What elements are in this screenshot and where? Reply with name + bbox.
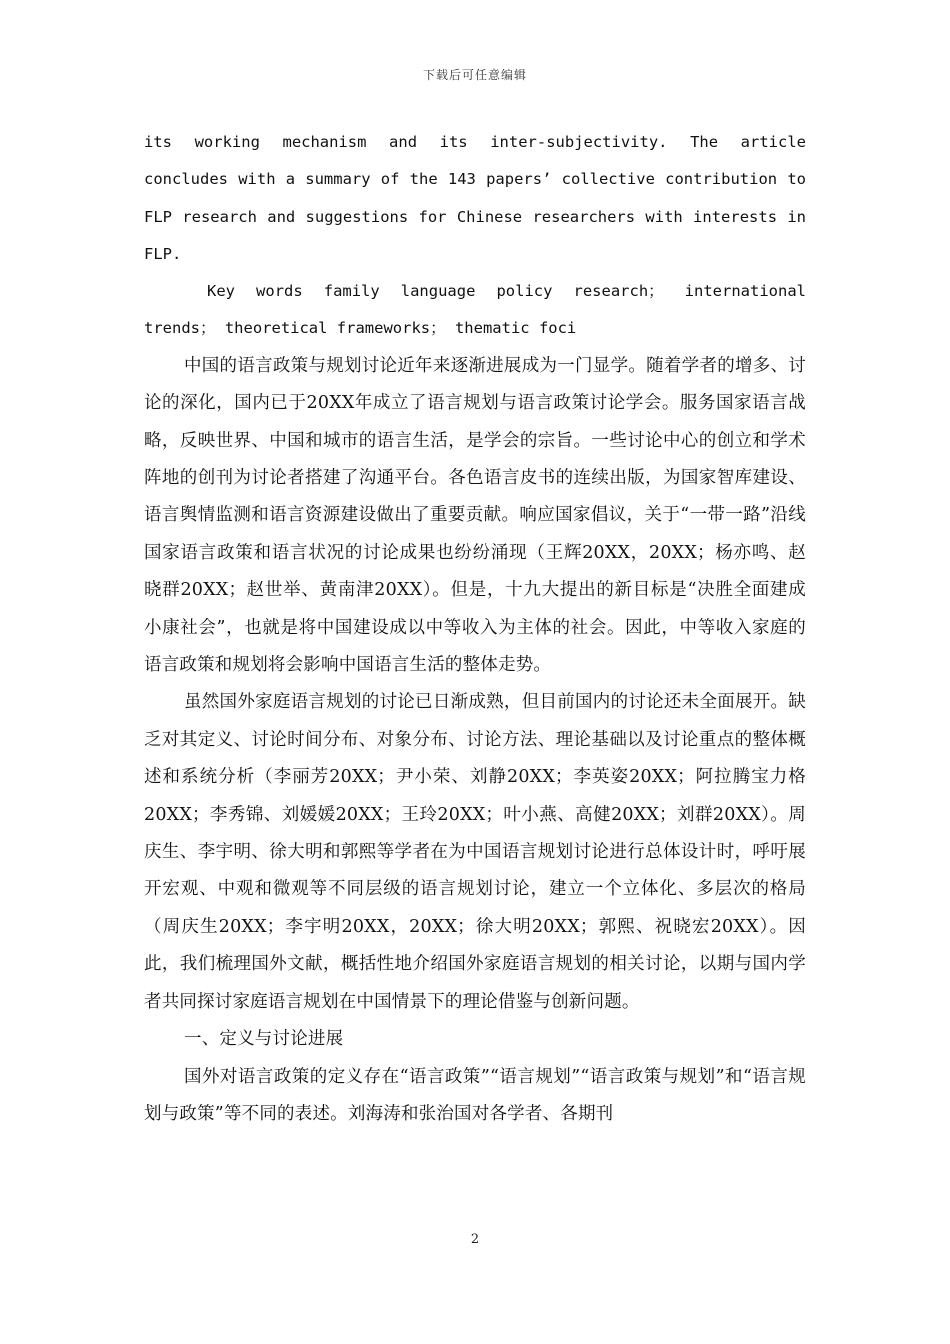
section-heading: 一、定义与讨论进展	[184, 1029, 344, 1050]
keywords-line: Key words family language policy research； international trends； theoretical frameworks； thematic foci	[144, 282, 806, 338]
body-paragraph-2: 虽然国外家庭语言规划的讨论已日渐成熟，但目前国内的讨论还未全面展开。缺乏对其定义、讨论时间分布、对象分布、讨论方法、理论基础以及讨论重点的整体概述和系统分析（李丽芳20XX；尹小荣、刘静20XX；李英姿20XX；阿拉腾宝力格20XX；李秀锦、刘媛媛20XX；王玲20XX；叶小燕、高健20XX；刘群20XX）。周庆生、李宇明、徐大明和郭熙等学者在为中国语言规划讨论进行总体设计时，呼吁展开宏观、中观和微观等不同层级的语言规划讨论，建立一个立体化、多层次的格局（周庆生20XX；李宇明20XX，20XX；徐大明20XX；郭熙、祝晓宏20XX）。因此，我们梳理国外文献，概括性地介绍国外家庭语言规划的相关讨论，以期与国内学者共同探讨家庭语言规划在中国情景下的理论借鉴与创新问题。	[144, 692, 806, 1012]
page-number: 2	[470, 1232, 480, 1247]
section-paragraph: 国外对语言政策的定义存在“语言政策”“语言规划”“语言政策与规划”和“语言规划与政策”等不同的表述。刘海涛和张治国对各学者、各期刊	[144, 1066, 806, 1124]
body-paragraph-1: 中国的语言政策与规划讨论近年来逐渐进展成为一门显学。随着学者的增多、讨论的深化，国内已于20XX年成立了语言规划与语言政策讨论学会。服务国家语言战略，反映世界、中国和城市的语言生活，是学会的宗旨。一些讨论中心的创立和学术阵地的创刊为讨论者搭建了沟通平台。各色语言皮书的连续出版，为国家智库建设、语言舆情监测和语言资源建设做出了重要贡献。响应国家倡议，关于“一带一路”沿线国家语言政策和语言状况的讨论成果也纷纷涌现（王辉20XX，20XX；杨亦鸣、赵晓群20XX；赵世举、黄南津20XX）。但是，十九大提出的新目标是“决胜全面建成小康社会”，也就是将中国建设成以中等收入为主体的社会。因此，中等收入家庭的语言政策和规划将会影响中国语言生活的整体走势。	[144, 355, 806, 676]
page-header: 下载后可任意编辑	[422, 68, 527, 82]
abstract-text: its working mechanism and its inter-subjectivity. The article concludes with a summary of the 143 papers’ collective contribution to FLP research and suggestions for Chinese researchers with interests in FLP.	[144, 133, 806, 263]
document-body	[144, 124, 806, 1133]
